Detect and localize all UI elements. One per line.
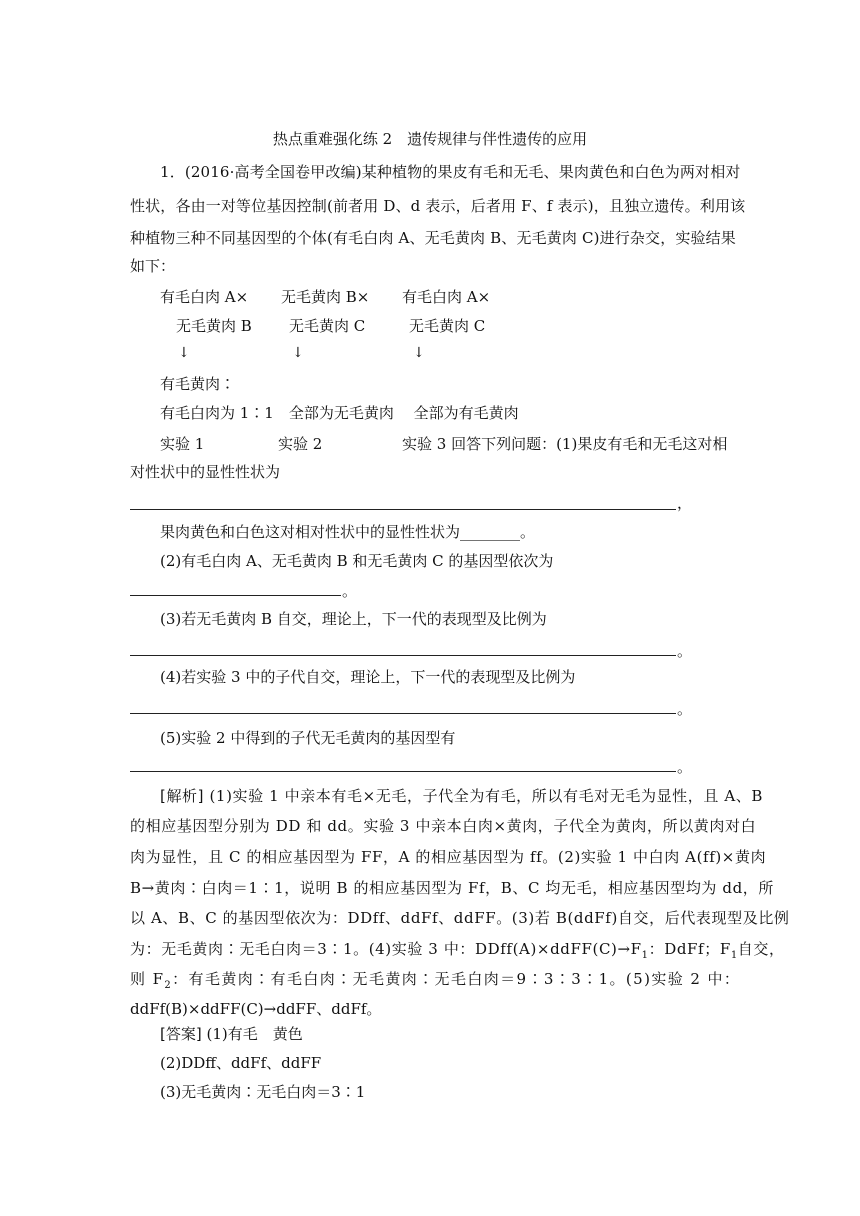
answer-tag: [答案] bbox=[160, 1025, 202, 1043]
analysis-line-8: ddFf(B)×ddFF(C)→ddFF、ddFf。 bbox=[130, 1000, 382, 1018]
subscript-1: 1 bbox=[641, 950, 649, 961]
exp3-parent-2: 无毛黄肉 C bbox=[409, 317, 486, 335]
offspring-line-2: 有毛白肉为 1∶1 全部为无毛黄肉 全部为有毛黄肉 bbox=[160, 404, 519, 422]
exp1-arrow-down-icon: ↓ bbox=[178, 345, 190, 361]
exp3-parent-1: 有毛白肉 A× bbox=[402, 288, 491, 306]
question-prompt-continued: 对性状中的显性性状为 bbox=[130, 463, 281, 481]
subscript-2: 2 bbox=[164, 980, 173, 991]
answer-blank-2 bbox=[130, 595, 341, 596]
analysis-line-7-b: ：有毛黄肉∶有毛白肉∶无毛黄肉∶无毛白肉＝9∶3∶3∶1。(5)实验 2 中： bbox=[172, 970, 741, 988]
answer-1: (1)有毛 黄色 bbox=[201, 1025, 303, 1043]
analysis-line-6-b: ：DdFf；F bbox=[648, 940, 731, 958]
analysis-line-7 bbox=[130, 970, 741, 991]
experiment-1-label: 实验 1 bbox=[160, 435, 205, 453]
question-number: 1． bbox=[160, 163, 185, 181]
question-1-stem-line-3: 种植物三种不同基因型的个体(有毛白肉 A、无毛黄肉 B、无毛黄肉 C)进行杂交，实验结果 bbox=[130, 229, 736, 247]
blank-1-comma: ， bbox=[677, 494, 693, 512]
analysis-line-2: 的相应基因型分别为 DD 和 dd。实验 3 中亲本白肉×黄肉，子代全为黄肉，所以黄肉对白 bbox=[130, 817, 757, 835]
analysis-text: (1)实验 1 中亲本有毛×无毛，子代全为有毛，所以有毛对无毛为显性，且 A、B bbox=[204, 787, 763, 805]
exp3-arrow-down-icon: ↓ bbox=[413, 345, 425, 361]
analysis-line-4: B→黄肉∶白肉＝1∶1，说明 B 的相应基因型为 Ff，B、C 均无毛，相应基因型均为 dd，所 bbox=[130, 879, 775, 897]
blank-3-period: 。 bbox=[677, 642, 693, 660]
answer-blank-1 bbox=[130, 509, 676, 510]
answer-blank-5 bbox=[130, 771, 676, 772]
answer-line-1 bbox=[160, 1025, 760, 1043]
answer-blank-4 bbox=[130, 713, 676, 714]
analysis-tag: [解析] bbox=[160, 787, 205, 805]
question-2-text: (2)有毛白肉 A、无毛黄肉 B 和无毛黄肉 C 的基因型依次为 bbox=[160, 552, 554, 570]
question-4-text: (4)若实验 3 中的子代自交，理论上，下一代的表现型及比例为 bbox=[160, 668, 576, 686]
exp2-parent-2: 无毛黄肉 C bbox=[289, 317, 366, 335]
exp1-parent-2: 无毛黄肉 B bbox=[176, 317, 252, 335]
analysis-line-7-a: 则 F bbox=[130, 970, 165, 988]
question-5-text: (5)实验 2 中得到的子代无毛黄肉的基因型有 bbox=[160, 729, 456, 747]
analysis-line-6 bbox=[130, 940, 785, 961]
analysis-line-5: 以 A、B、C 的基因型依次为：DDff、ddFf、ddFF。(3)若 B(ddFf)自交，后代表现型及比例 bbox=[130, 909, 790, 927]
blank-4-period: 。 bbox=[677, 700, 693, 718]
analysis-line-3: 肉为显性，且 C 的相应基因型为 FF，A 的相应基因型为 ff。(2)实验 1 中白肉 A(ff)×黄肉 bbox=[130, 848, 767, 866]
question-1-stem-line-1 bbox=[160, 163, 741, 181]
answer-blank-3 bbox=[130, 655, 676, 656]
page-title: 热点重难强化练 2 遗传规律与伴性遗传的应用 bbox=[272, 130, 588, 148]
question-1-part-2: 果肉黄色和白色这对相对性状中的显性性状为________。 bbox=[160, 523, 536, 541]
blank-5-period: 。 bbox=[677, 758, 693, 776]
analysis-line-6-c: 自交， bbox=[737, 940, 785, 958]
subscript-1b: 1 bbox=[730, 950, 738, 961]
exp2-parent-1: 无毛黄肉 B× bbox=[281, 288, 370, 306]
question-1-stem-line-2: 性状，各由一对等位基因控制(前者用 D、d 表示，后者用 F、f 表示)，且独立遗传。利用该 bbox=[130, 197, 746, 215]
blank-2-period: 。 bbox=[342, 582, 358, 600]
experiment-2-label: 实验 2 bbox=[278, 435, 323, 453]
exp1-parent-1: 有毛白肉 A× bbox=[160, 288, 249, 306]
question-stem-text: 某种植物的果皮有毛和无毛、果肉黄色和白色为两对相对 bbox=[361, 163, 741, 181]
question-source: (2016·高考全国卷甲改编) bbox=[184, 163, 362, 181]
experiment-3-label: 实验 3 回答下列问题：(1)果皮有毛和无毛这对相 bbox=[402, 435, 728, 453]
answer-line-3: (3)无毛黄肉∶无毛白肉＝3∶1 bbox=[160, 1083, 366, 1101]
answer-line-2: (2)DDff、ddFf、ddFF bbox=[160, 1054, 322, 1072]
offspring-line-1: 有毛黄肉∶ bbox=[160, 375, 236, 393]
analysis-line-6-a: 为：无毛黄肉∶无毛白肉＝3∶1。(4)实验 3 中：DDff(A)×ddFF(C)→F bbox=[130, 940, 642, 958]
exp2-arrow-down-icon: ↓ bbox=[292, 345, 304, 361]
analysis-line-1 bbox=[160, 787, 763, 805]
question-3-text: (3)若无毛黄肉 B 自交，理论上，下一代的表现型及比例为 bbox=[160, 610, 547, 628]
question-1-stem-line-4: 如下： bbox=[130, 257, 176, 275]
